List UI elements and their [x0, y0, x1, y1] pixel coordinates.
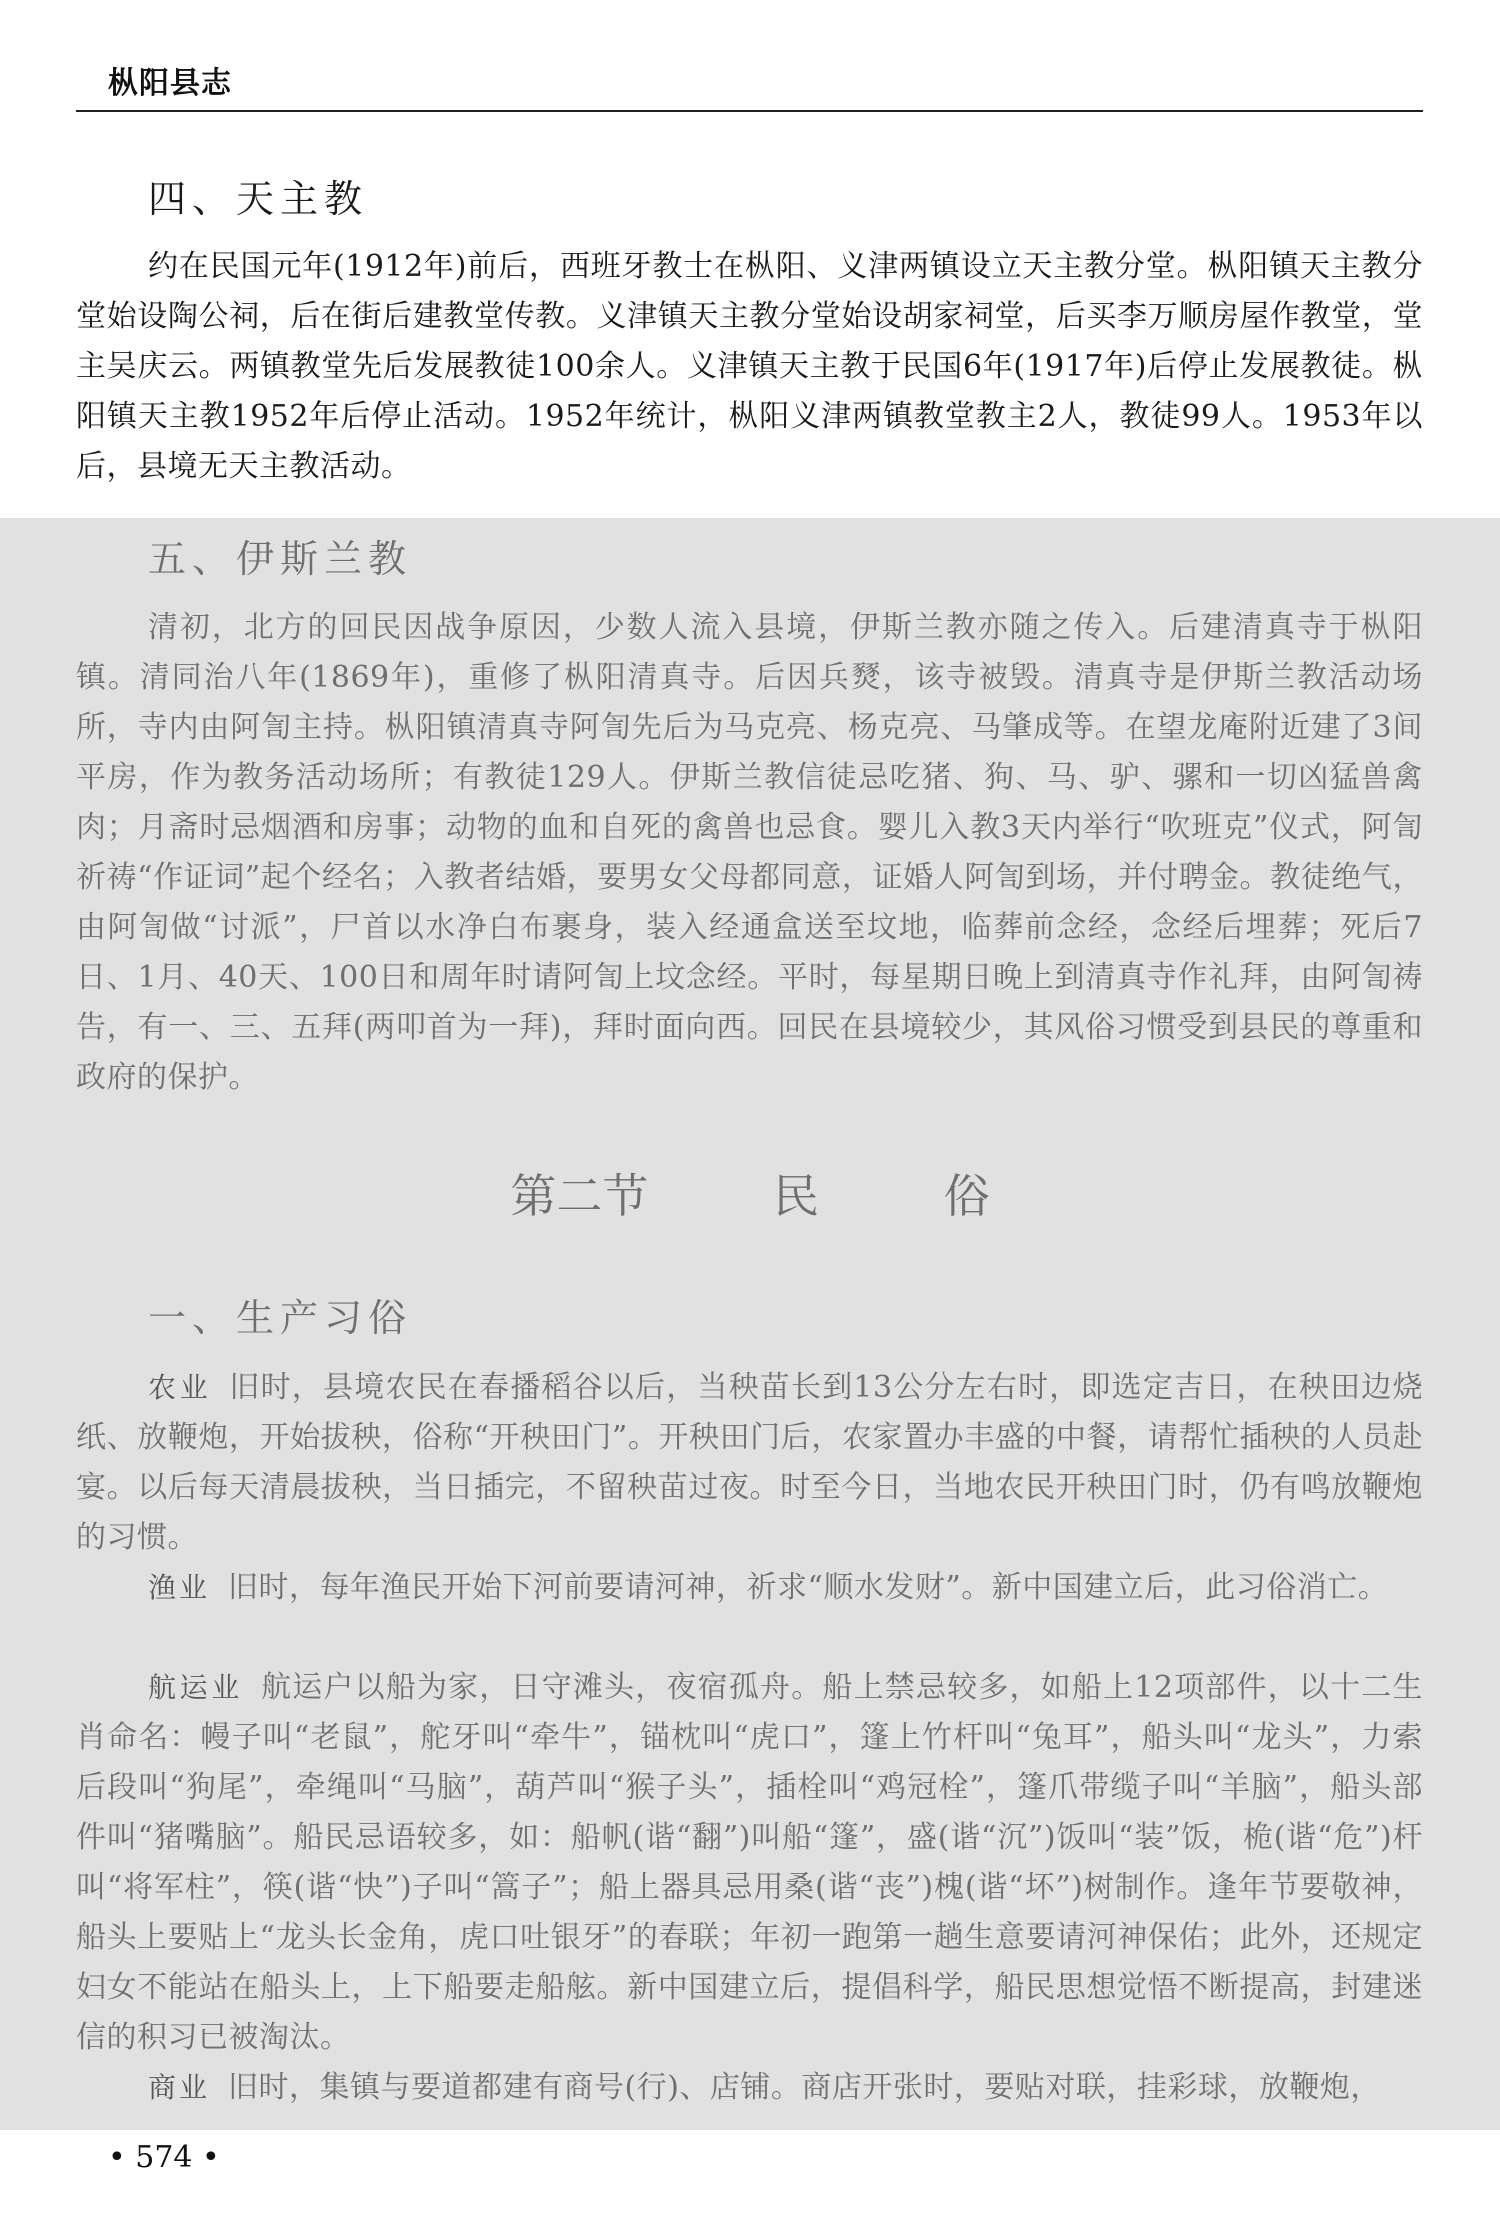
- label-fishery: 渔业: [148, 1571, 211, 1604]
- heading-islam: 五、伊斯兰教: [148, 537, 413, 581]
- heading-production-customs: 一、生产习俗: [148, 1296, 413, 1340]
- chapter-heading-part1: 第二节: [510, 1169, 649, 1223]
- chapter-heading-part3: 俗: [943, 1169, 990, 1223]
- chapter-heading: [0, 1160, 1500, 1226]
- label-commerce: 商业: [148, 2071, 211, 2104]
- chapter-heading-part2: 民: [773, 1169, 819, 1223]
- text-fishery: 旧时，每年渔民开始下河前要请河神，祈求“顺水发财”。新中国建立后，此习俗消亡。: [228, 1570, 1389, 1605]
- label-shipping: 航运业: [148, 1671, 244, 1704]
- text-shipping: 航运户以船为家，日守滩头，夜宿孤舟。船上禁忌较多，如船上12项部件，以十二生肖命名：幔子叫“老鼠”，舵牙叫“牵牛”，锚枕叫“虎口”，篷上竹杆叫“兔耳”，船头叫“龙头”，力索后段叫“狗尾”，牵绳叫“马脑”，葫芦叫“猴子头”，插栓叫“鸡冠栓”，篷爪带缆子叫“羊脑”，船头部件叫“猪嘴脑”。船民忌语较多，如：船帆(谐“翻”)叫船“篷”，盛(谐“沉”)饭叫“装”饭，桅(谐“危”)杆叫“将军柱”，筷(谐“快”)子叫“篙子”；船上器具忌用桑(谐“丧”)槐(谐“坏”)树制作。逢年节要敬神，船头上要贴上“龙头长金角，虎口吐银牙”的春联；年初一跑第一趟生意要请河神保佑；此外，还规定妇女不能站在船头上，上下船要走船舷。新中国建立后，提倡科学，船民思想觉悟不断提高，封建迷信的积习已被淘汰。: [76, 1670, 1423, 2055]
- paragraph-agriculture: [76, 1363, 1423, 1563]
- paragraph-fishery: [76, 1563, 1423, 1613]
- heading-catholicism: 四、天主教: [148, 177, 369, 221]
- page-number: • 574 •: [108, 2140, 220, 2175]
- paragraph-commerce: [76, 2063, 1423, 2113]
- text-commerce: 旧时，集镇与要道都建有商号(行)、店铺。商店开张时，要贴对联，挂彩球，放鞭炮，: [228, 2070, 1381, 2105]
- running-head-title: 枞阳县志: [108, 66, 232, 101]
- header-rule: [76, 110, 1423, 112]
- paragraph-islam: 清初，北方的回民因战争原因，少数人流入县境，伊斯兰教亦随之传入。后建清真寺于枞阳镇。清同治八年(1869年)，重修了枞阳清真寺。后因兵燹，该寺被毁。清真寺是伊斯兰教活动场所，寺内由阿訇主持。枞阳镇清真寺阿訇先后为马克亮、杨克亮、马肇成等。在望龙庵附近建了3间平房，作为教务活动场所；有教徒129人。伊斯兰教信徒忌吃猪、狗、马、驴、骡和一切凶猛兽禽肉；月斋时忌烟酒和房事；动物的血和自死的禽兽也忌食。婴儿入教3天内举行“吹班克”仪式，阿訇祈祷“作证词”起个经名；入教者结婚，要男女父母都同意，证婚人阿訇到场，并付聘金。教徒绝气，由阿訇做“讨派”，尸首以水净白布裹身，装入经通盒送至坟地，临葬前念经，念经后埋葬；死后7日、1月、40天、100日和周年时请阿訇上坟念经。平时，每星期日晚上到清真寺作礼拜，由阿訇祷告，有一、三、五拜(两叩首为一拜)，拜时面向西。回民在县境较少，其风俗习惯受到县民的尊重和政府的保护。: [76, 610, 1423, 1095]
- paragraph-shipping: [76, 1663, 1423, 2063]
- paragraph-catholicism: 约在民国元年(1912年)前后，西班牙教士在枞阳、义津两镇设立天主教分堂。枞阳镇天主教分堂始设陶公祠，后在街后建教堂传教。义津镇天主教分堂始设胡家祠堂，后买李万顺房屋作教堂，堂主吴庆云。两镇教堂先后发展教徒100余人。义津镇天主教于民国6年(1917年)后停止发展教徒。枞阳镇天主教1952年后停止活动。1952年统计，枞阳义津两镇教堂教主2人，教徒99人。1953年以后，县境无天主教活动。: [76, 249, 1423, 484]
- label-agriculture: 农业: [148, 1371, 212, 1404]
- text-agriculture: 旧时，县境农民在春播稻谷以后，当秧苗长到13公分左右时，即选定吉日，在秧田边烧纸、放鞭炮，开始拔秧，俗称“开秧田门”。开秧田门后，农家置办丰盛的中餐，请帮忙插秧的人员赴宴。以后每天清晨拔秧，当日插完，不留秧苗过夜。时至今日，当地农民开秧田门时，仍有鸣放鞭炮的习惯。: [76, 1370, 1423, 1555]
